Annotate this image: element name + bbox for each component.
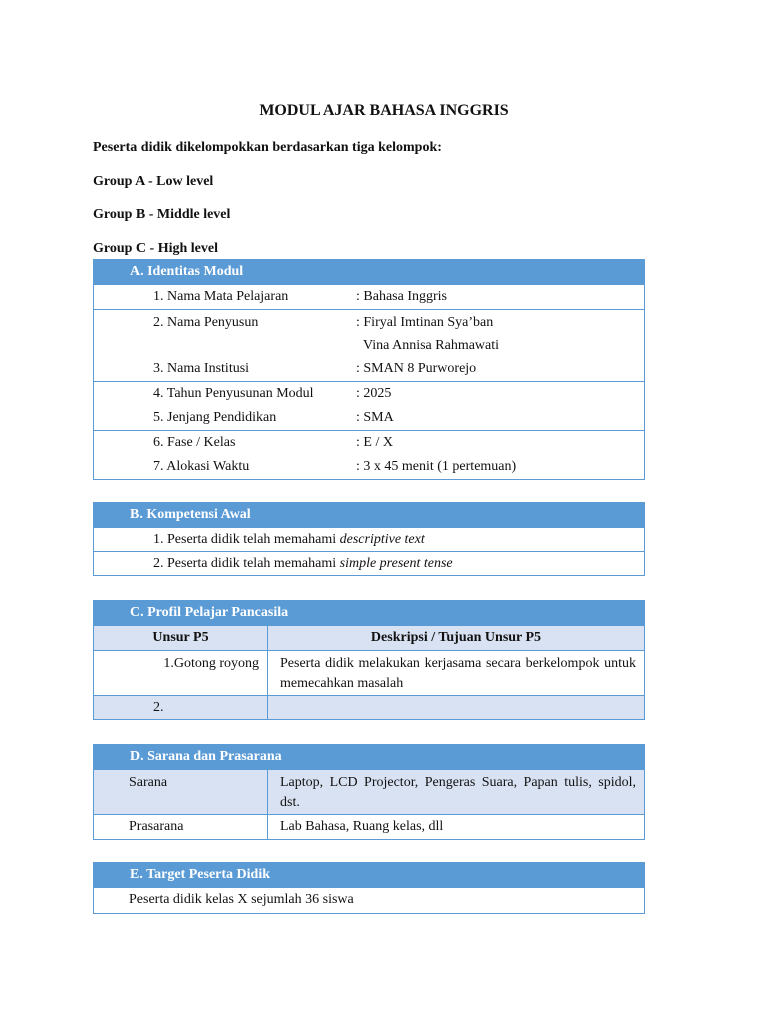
desc-cell xyxy=(268,696,644,719)
kompetensi-awal-table xyxy=(93,502,645,576)
row-key: 1. Nama Mata Pelajaran xyxy=(153,289,289,304)
group-a: Group A - Low level xyxy=(93,174,214,189)
column-header: Deskripsi / Tujuan Unsur P5 xyxy=(370,630,542,645)
row-key: 6. Fase / Kelas xyxy=(153,435,236,450)
target-text: Peserta didik kelas X sejumlah 36 siswa xyxy=(129,892,354,907)
sarana-prasarana-table xyxy=(93,744,645,840)
identitas-modul-table xyxy=(93,259,645,480)
row-value: : E / X xyxy=(356,435,393,450)
group-c: Group C - High level xyxy=(93,241,218,256)
list-item xyxy=(94,551,644,575)
row-value: : Bahasa Inggris xyxy=(356,289,447,304)
item-text: 2. Peserta didik telah memahami xyxy=(153,556,340,571)
row-key: 3. Nama Institusi xyxy=(153,361,250,376)
list-item xyxy=(94,527,644,551)
section-b-header: B. Kompetensi Awal xyxy=(94,503,644,527)
row-key: 5. Jenjang Pendidikan xyxy=(153,410,277,425)
table-row xyxy=(94,430,644,479)
table-row xyxy=(94,814,644,839)
group-b: Group B - Middle level xyxy=(93,207,231,222)
table-row xyxy=(94,887,644,913)
column-header: Unsur P5 xyxy=(94,626,268,650)
value-cell: Lab Bahasa, Ruang kelas, dll xyxy=(280,819,444,834)
item-italic: descriptive text xyxy=(339,532,425,547)
row-value: : Firyal Imtinan Sya’ban xyxy=(356,315,494,330)
desc-cell: Peserta didik melakukan kerjasama secara berkelompok untuk memecahkan masalah xyxy=(280,656,636,691)
table-row xyxy=(94,769,644,814)
profil-pancasila-table xyxy=(93,600,645,720)
row-key: 2. Nama Penyusun xyxy=(153,315,259,330)
table-row xyxy=(94,381,644,430)
row-value: : 2025 xyxy=(356,386,392,401)
row-value-2: Vina Annisa Rahmawati xyxy=(363,338,500,353)
target-peserta-table xyxy=(93,862,645,914)
item-italic: simple present tense xyxy=(339,556,453,571)
unsur-cell: 2. xyxy=(94,696,268,719)
section-d-header: D. Sarana dan Prasarana xyxy=(94,745,644,769)
intro-text: Peserta didik dikelompokkan berdasarkan tiga kelompok: xyxy=(93,140,442,155)
unsur-cell: 1.Gotong royong xyxy=(94,651,268,695)
section-a-header: A. Identitas Modul xyxy=(94,260,644,284)
table-header-row xyxy=(94,625,644,650)
value-cell: Laptop, LCD Projector, Pengeras Suara, Papan tulis, spidol, dst. xyxy=(280,775,636,810)
row-key: 4. Tahun Penyusunan Modul xyxy=(153,386,314,401)
row-value: : SMA xyxy=(356,410,394,425)
table-row xyxy=(94,650,644,695)
section-c-header: C. Profil Pelajar Pancasila xyxy=(94,601,644,625)
label-cell: Sarana xyxy=(94,770,268,814)
section-e-header: E. Target Peserta Didik xyxy=(94,863,644,887)
page-title: MODUL AJAR BAHASA INGGRIS xyxy=(259,102,509,119)
item-text: 1. Peserta didik telah memahami xyxy=(153,532,340,547)
table-row xyxy=(94,309,644,381)
table-row xyxy=(94,695,644,719)
row-key: 7. Alokasi Waktu xyxy=(153,459,250,474)
table-row xyxy=(94,284,644,309)
label-cell: Prasarana xyxy=(94,815,268,839)
row-value: : SMAN 8 Purworejo xyxy=(356,361,477,376)
row-value: : 3 x 45 menit (1 pertemuan) xyxy=(356,459,517,474)
